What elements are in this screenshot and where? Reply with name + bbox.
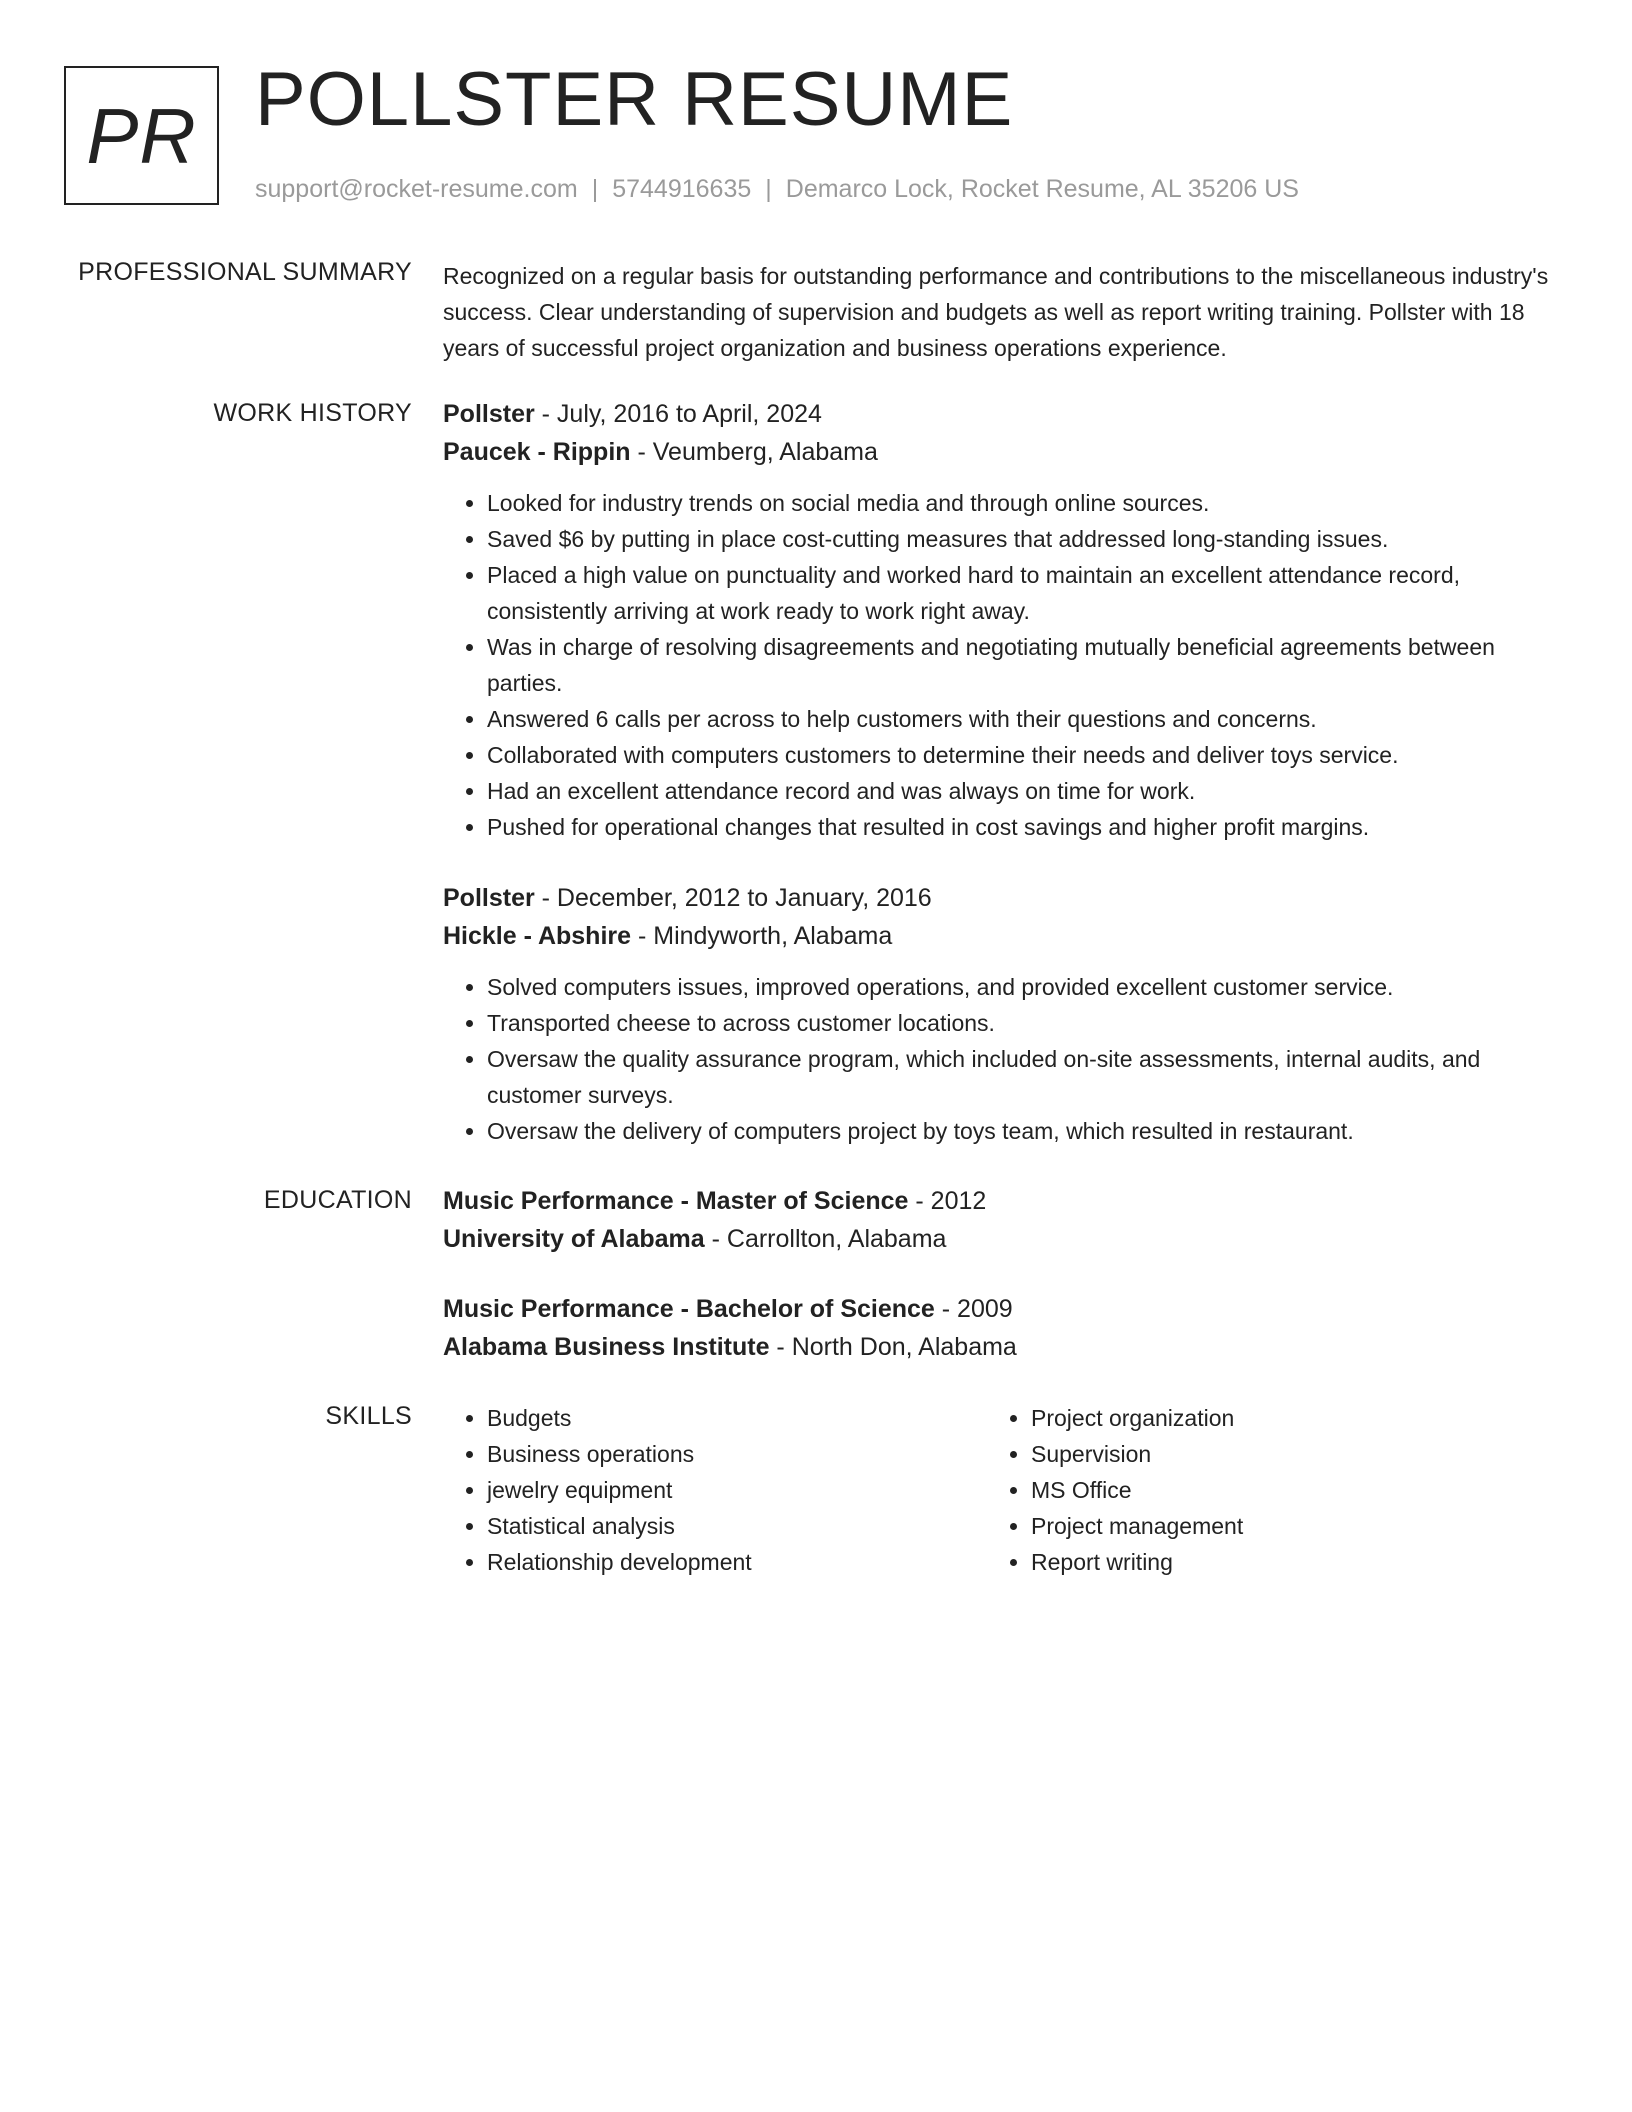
job-bullet: • Collaborated with computers customers to determine their needs and deliver toys service.: [487, 737, 1563, 773]
job-title-line: [443, 879, 1563, 917]
skill-item: • Relationship development: [487, 1544, 987, 1580]
contact-separator: |: [591, 175, 599, 203]
job-title: Pollster: [443, 400, 535, 428]
degree-name: Music Performance - Bachelor of Science: [443, 1295, 935, 1323]
job-bullet: • Answered 6 calls per across to help customers with their questions and concerns.: [487, 701, 1563, 737]
skill-item: • Budgets: [487, 1400, 987, 1436]
skill-item: • MS Office: [1031, 1472, 1551, 1508]
skills-body: [443, 1400, 1563, 1580]
job-bullet: • Oversaw the quality assurance program, which included on-site assessments, internal audits, and customer surveys.: [487, 1041, 1563, 1113]
skill-item: • jewelry equipment: [487, 1472, 987, 1508]
degree-year: - 2009: [934, 1295, 1013, 1323]
job-company-line: [443, 433, 1563, 471]
job-entry: [443, 879, 1563, 1149]
degree-line: [443, 1290, 1563, 1328]
job-entry: [443, 395, 1563, 845]
contact-separator: |: [765, 175, 772, 203]
school-line: [443, 1328, 1563, 1366]
work-history-body: [443, 395, 1563, 1183]
skill-item: • Project organization: [1031, 1400, 1551, 1436]
degree-year: - 2012: [908, 1187, 987, 1215]
contact-email: support@rocket-resume.com: [255, 175, 578, 203]
monogram-initials: PR: [86, 91, 197, 180]
job-bullets: [443, 485, 1563, 845]
contact-address: Demarco Lock, Rocket Resume, AL 35206 US: [785, 175, 1299, 203]
job-dates: - December, 2012 to January, 2016: [534, 884, 932, 912]
contact-line: [255, 175, 1299, 204]
skill-item: • Statistical analysis: [487, 1508, 987, 1544]
degree-line: [443, 1182, 1563, 1220]
skills-heading: SKILLS: [325, 1402, 412, 1430]
work-history-heading: WORK HISTORY: [213, 399, 412, 427]
job-bullet: • Oversaw the delivery of computers project by toys team, which resulted in restaurant.: [487, 1113, 1563, 1149]
job-company-line: [443, 917, 1563, 955]
education-heading: EDUCATION: [263, 1186, 412, 1214]
job-bullet: • Was in charge of resolving disagreements and negotiating mutually beneficial agreements between parties.: [487, 629, 1563, 701]
job-bullet: • Had an excellent attendance record and was always on time for work.: [487, 773, 1563, 809]
job-bullet: • Placed a high value on punctuality and worked hard to maintain an excellent attendance record, consistently arriving at work ready to work right away.: [487, 557, 1563, 629]
skills-columns: [443, 1400, 1563, 1580]
education-entry: [443, 1182, 1563, 1258]
job-bullet: • Pushed for operational changes that resulted in cost savings and higher profit margins.: [487, 809, 1563, 845]
school-line: [443, 1220, 1563, 1258]
job-dates: - July, 2016 to April, 2024: [534, 400, 822, 428]
skills-list-left: [443, 1400, 987, 1580]
contact-phone: 5744916635: [612, 175, 752, 203]
job-bullet: • Solved computers issues, improved operations, and provided excellent customer service.: [487, 969, 1563, 1005]
job-company: Hickle - Abshire: [443, 922, 632, 950]
school-location: - North Don, Alabama: [769, 1333, 1017, 1361]
job-company: Paucek - Rippin: [443, 438, 631, 466]
skills-list-right: [987, 1400, 1551, 1580]
job-location: - Mindyworth, Alabama: [631, 922, 893, 950]
school-name: Alabama Business Institute: [443, 1333, 770, 1361]
job-title: Pollster: [443, 884, 535, 912]
degree-name: Music Performance - Master of Science: [443, 1187, 909, 1215]
skill-item: • Business operations: [487, 1436, 987, 1472]
job-bullets: [443, 969, 1563, 1149]
job-title-line: [443, 395, 1563, 433]
job-bullet: • Saved $6 by putting in place cost-cutting measures that addressed long-standing issues.: [487, 521, 1563, 557]
job-bullet: • Transported cheese to across customer locations.: [487, 1005, 1563, 1041]
summary-text: Recognized on a regular basis for outstanding performance and contributions to the miscellaneous industry's success. Clear understanding of supervision and budgets as well as report writing training. Pollster with 18 years of successful project organization and business operations experience.: [443, 263, 1549, 361]
education-body: [443, 1182, 1563, 1398]
education-entry: [443, 1290, 1563, 1366]
resume-title: POLLSTER RESUME: [255, 57, 1014, 142]
skill-item: • Report writing: [1031, 1544, 1551, 1580]
school-name: University of Alabama: [443, 1225, 705, 1253]
skill-item: • Supervision: [1031, 1436, 1551, 1472]
summary-heading: PROFESSIONAL SUMMARY: [78, 258, 412, 286]
skill-item: • Project management: [1031, 1508, 1551, 1544]
monogram-box: [64, 66, 219, 205]
school-location: - Carrollton, Alabama: [704, 1225, 947, 1253]
summary-body: [443, 258, 1563, 366]
job-location: - Veumberg, Alabama: [630, 438, 878, 466]
job-bullet: • Looked for industry trends on social media and through online sources.: [487, 485, 1563, 521]
